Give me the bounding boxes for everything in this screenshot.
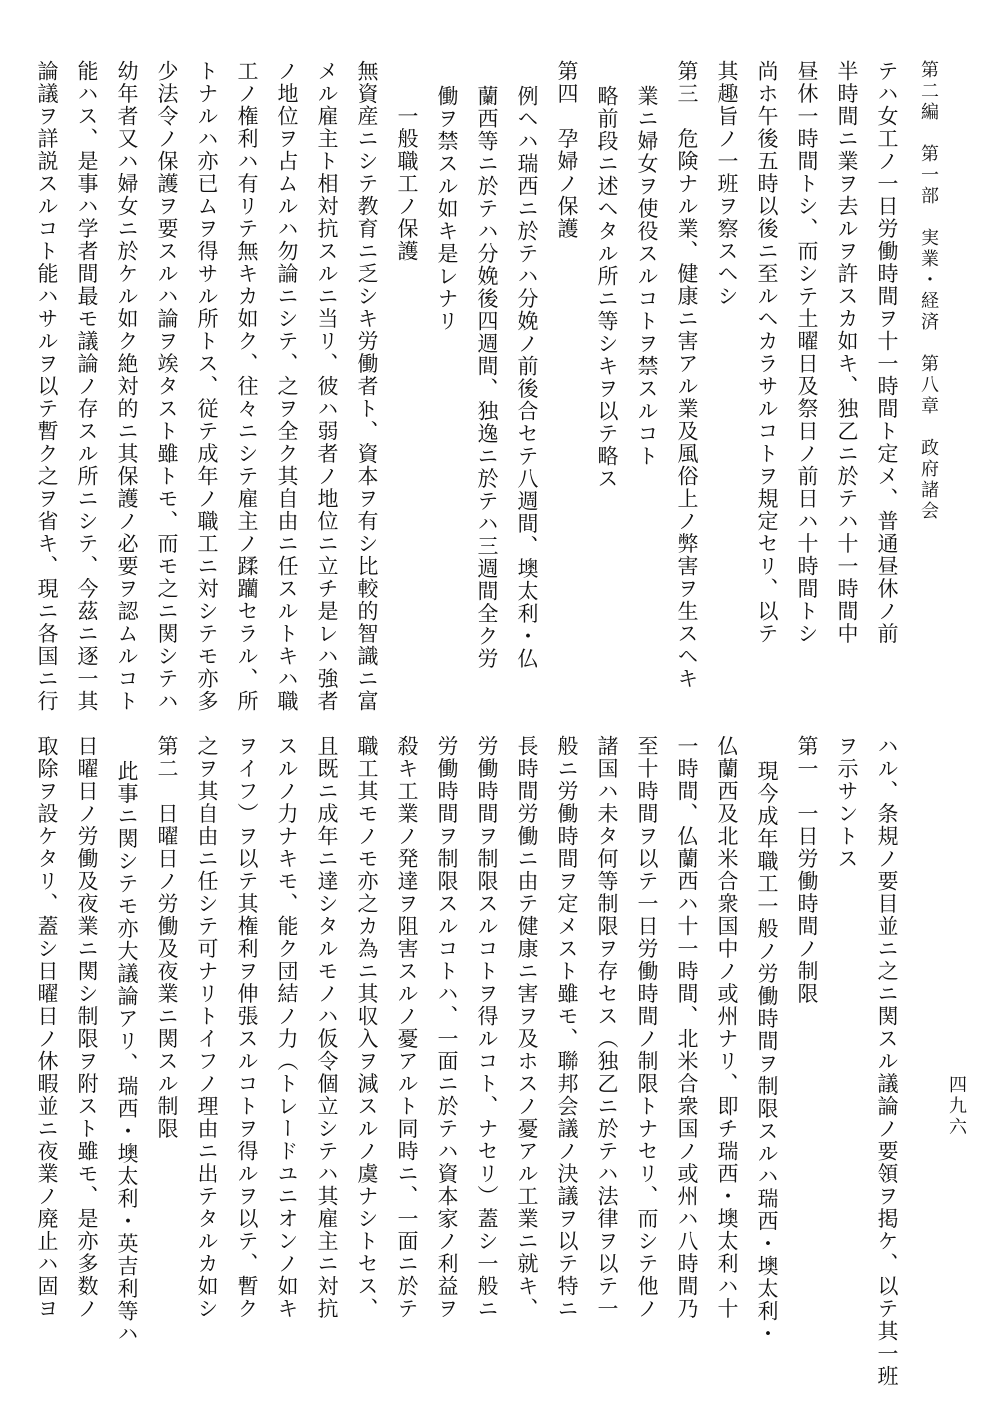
subsection-heading: 一般職工ノ保護 xyxy=(395,105,419,263)
text-line: 且既ニ成年ニ達シタルモノハ仮令個立シテハ其雇主ニ対抗 xyxy=(315,735,339,1320)
section-heading: 第四 孕婦ノ保護 xyxy=(555,60,579,240)
text-line: 諸国ハ未タ何等制限ヲ存セス（独乙ニ於テハ法律ヲ以テ一 xyxy=(595,735,619,1320)
text-line: 半時間ニ業ヲ去ルヲ許スカ如キ、独乙ニ於テハ十一時間中 xyxy=(835,60,859,645)
running-head: 第二編 第一部 実業・経済 第八章 政府諸会 xyxy=(918,60,939,522)
text-line: 其趣旨ノ一班ヲ察スヘシ xyxy=(715,60,739,308)
text-line: 日曜日ノ労働及夜業ニ関シ制限ヲ附スト雖モ、是亦多数ノ xyxy=(75,735,99,1320)
text-line: 一時間、仏蘭西ハ十一時間、北米合衆国ノ或州ハ八時間乃 xyxy=(675,735,699,1320)
text-line: 職工其モノモ亦之カ為ニ其収入ヲ減スルノ虞ナシトセス、 xyxy=(355,735,379,1320)
text-line: 昼休一時間トシ、而シテ土曜日及祭日ノ前日ハ十時間トシ xyxy=(795,60,819,645)
text-line: 業ニ婦女ヲ使役スルコトヲ禁スルコト xyxy=(635,85,659,468)
text-line: 幼年者又ハ婦女ニ於ケル如ク絶対的ニ其保護ノ必要ヲ認ムルコト xyxy=(115,60,139,713)
text-line: 労働時間ヲ制限スルコトヲ得ルコト、ナセリ）蓋シ一般ニ xyxy=(475,735,499,1320)
text-line: 殺キ工業ノ発達ヲ阻害スルノ憂アルト同時ニ、一面ニ於テ xyxy=(395,735,419,1320)
text-line: トナルハ亦已ムヲ得サル所トス、従テ成年ノ職工ニ対シテモ亦多 xyxy=(195,60,219,713)
text-line: スルノ力ナキモ、能ク団結ノ力（トレードユニオンノ如キ xyxy=(275,735,299,1320)
text-line: 仏蘭西及北米合衆国中ノ或州ナリ、即チ瑞西・墺太利ハ十 xyxy=(715,735,739,1320)
text-line: ハル、条規ノ要目並ニ之ニ関スル議論ノ要領ヲ掲ケ、以テ其一班 xyxy=(875,735,899,1388)
text-line: 論議ヲ詳説スルコト能ハサルヲ以テ暫ク之ヲ省キ、現ニ各国ニ行 xyxy=(35,60,59,713)
text-line: 能ハス、是事ハ学者間最モ議論ノ存スル所ニシテ、今茲ニ逐一其 xyxy=(75,60,99,713)
text-line: 労働時間ヲ制限スルコトハ、一面ニ於テハ資本家ノ利益ヲ xyxy=(435,735,459,1320)
text-line: ヲイフ）ヲ以テ其権利ヲ伸張スルコトヲ得ルヲ以テ、暫ク xyxy=(235,735,259,1320)
text-line: 取除ヲ設ケタリ、蓋シ日曜日ノ休暇並ニ夜業ノ廃止ハ固ヨ xyxy=(35,735,59,1320)
text-line: 尚ホ午後五時以後ニ至ルヘカラサルコトヲ規定セリ、以テ xyxy=(755,60,779,645)
text-line: 長時間労働ニ由テ健康ニ害ヲ及ホスノ憂アル工業ニ就キ、 xyxy=(515,735,539,1320)
text-line: 例ヘハ瑞西ニ於テハ分娩ノ前後合セテ八週間、墺太利・仏 xyxy=(515,85,539,670)
text-line: 現今成年職工一般ノ労働時間ヲ制限スルハ瑞西・墺太利・ xyxy=(755,760,779,1345)
text-line: 工ノ権利ハ有リテ無キカ如ク、往々ニシテ雇主ノ蹂躪セラル、所 xyxy=(235,60,259,713)
lower-page xyxy=(35,735,967,1388)
text-line: 之ヲ其自由ニ任シテ可ナリトイフノ理由ニ出テタルカ如シ xyxy=(195,735,219,1320)
text-line: 無資産ニシテ教育ニ乏シキ労働者ト、資本ヲ有シ比較的智識ニ富 xyxy=(355,60,379,713)
text-line: 少法令ノ保護ヲ要スルハ論ヲ竢タスト雖トモ、而モ之ニ関シテハ xyxy=(155,60,179,713)
text-line: 此事ニ関シテモ亦大議論アリ、瑞西・墺太利・英吉利等ハ xyxy=(115,760,139,1345)
section-heading: 第三 危険ナル業、健康ニ害アル業及風俗上ノ弊害ヲ生スヘキ xyxy=(675,60,699,690)
text-line: テハ女工ノ一日労働時間ヲ十一時間ト定メ、普通昼休ノ前 xyxy=(875,60,899,645)
text-line: 至十時間ヲ以テ一日労働時間ノ制限トナセリ、而シテ他ノ xyxy=(635,735,659,1320)
text-line: メル雇主ト相対抗スルニ当リ、彼ハ弱者ノ地位ニ立チ是レハ強者 xyxy=(315,60,339,713)
text-line: 蘭西等ニ於テハ分娩後四週間、独逸ニ於テハ三週間全ク労 xyxy=(475,85,499,670)
text-line: ノ地位ヲ占ムルハ勿論ニシテ、之ヲ全ク其自由ニ任スルトキハ職 xyxy=(275,60,299,713)
text-line: ヲ示サントス xyxy=(835,735,859,870)
page-number: 四九六 xyxy=(946,1075,967,1138)
section-heading: 第一 一日労働時間ノ制限 xyxy=(795,735,819,1005)
section-heading: 第二 日曜日ノ労働及夜業ニ関スル制限 xyxy=(155,735,179,1140)
text-line: 般ニ労働時間ヲ定メスト雖モ、聯邦会議ノ決議ヲ以テ特ニ xyxy=(555,735,579,1320)
text-line: 働ヲ禁スル如キ是レナリ xyxy=(435,85,459,333)
text-line: 略前段ニ述ヘタル所ニ等シキヲ以テ略ス xyxy=(595,85,619,490)
upper-page xyxy=(35,60,940,713)
